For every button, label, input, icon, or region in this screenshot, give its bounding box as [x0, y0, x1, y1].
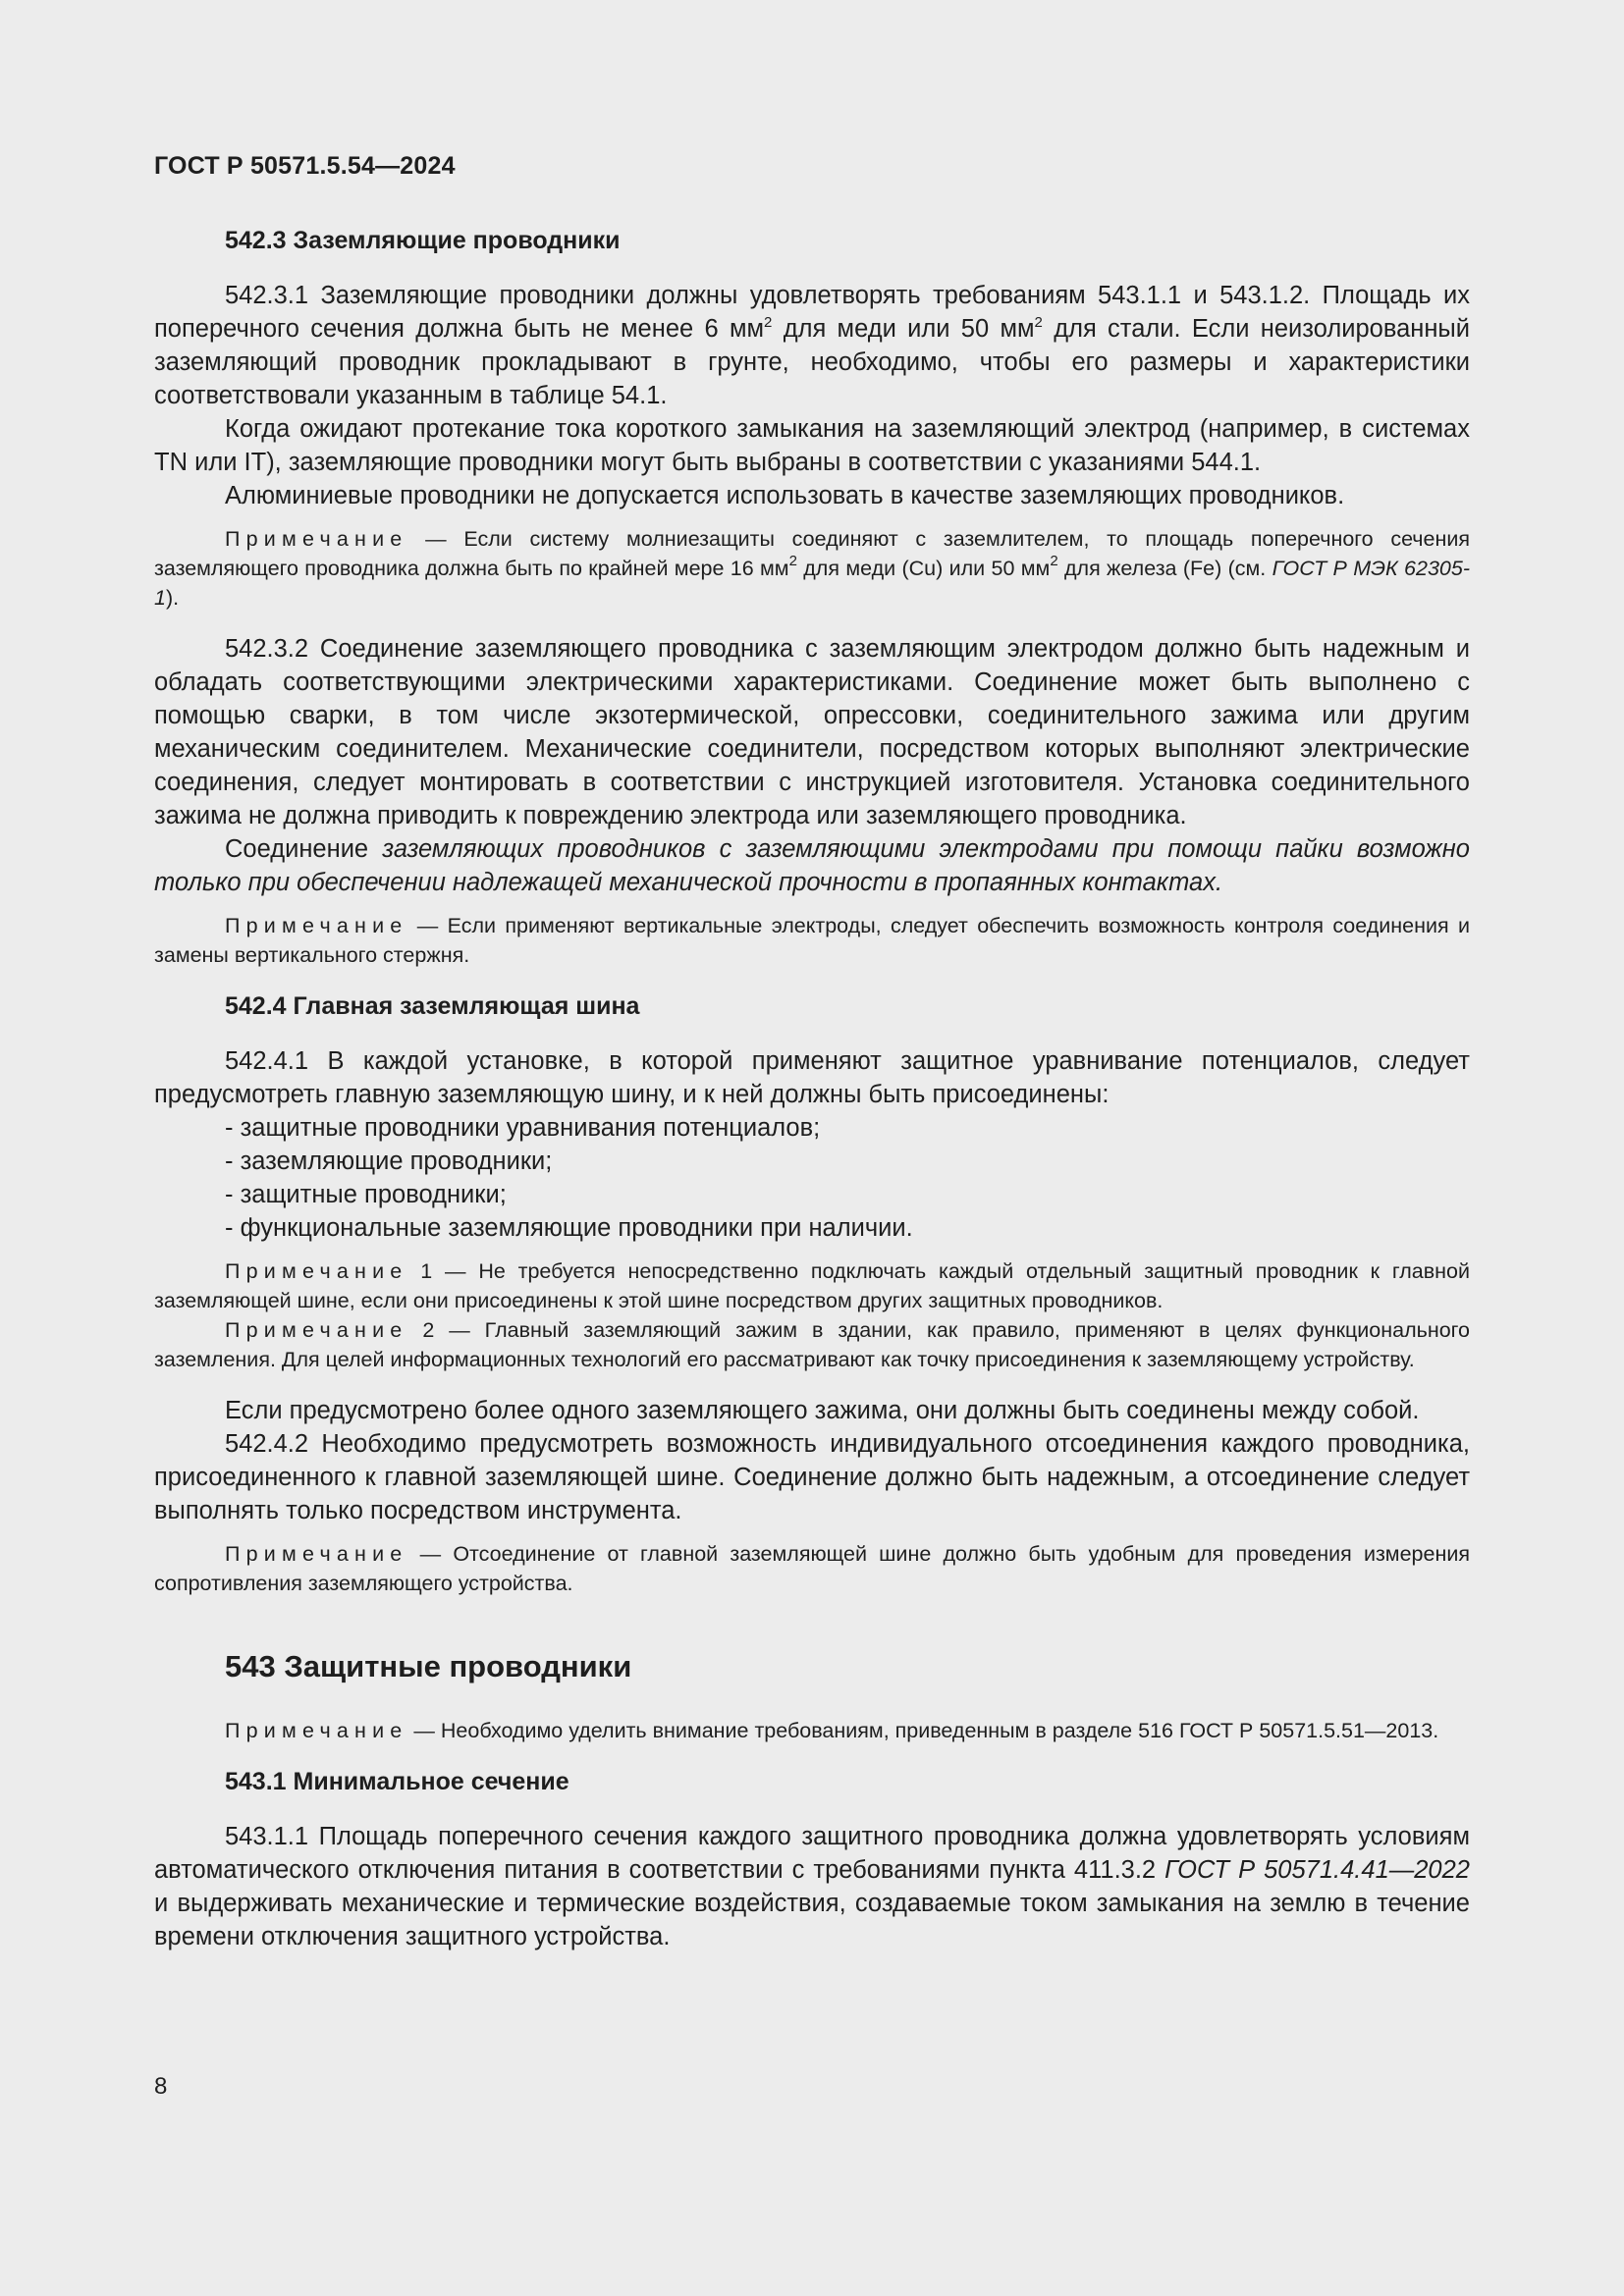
document-body — [154, 224, 1470, 1953]
list-item: - защитные проводники; — [225, 1181, 507, 1208]
paragraph-543-1-1: 543.1.1 Площадь поперечного сечения каждого защитного проводника должна удовлетворять условиям автоматического отключения питания в соответствии с требованиями пункта 411.3.2 ГОСТ Р 50571.4.41—2022 и выдерживать механические и термические воздействия, создаваемые током замыкания на землю в течение времени отключения защитного устройства. — [154, 1823, 1470, 1950]
section-heading-543: 543 Защитные проводники — [225, 1649, 632, 1683]
note-1-main-bus: Примечание 1 — Не требуется непосредственно подключать каждый отдельный защитный проводник к главной заземляющей шине, если они присоединены к этой шине посредством других защитных проводников. — [154, 1259, 1470, 1312]
paragraph-short-circuit: Когда ожидают протекание тока короткого замыкания на заземляющий электрод (например, в системах TN или IT), заземляющие проводники могут быть выбраны в соответствии с указаниями 544.1. — [154, 415, 1470, 476]
paragraph-soldering: Соединение заземляющих проводников с заземляющими электродами при помощи пайки возможно только при обеспечении надлежащей механической прочности в пропаянных контактах. — [154, 835, 1470, 896]
conductor-list — [154, 1111, 1470, 1245]
document-header: ГОСТ Р 50571.5.54—2024 — [154, 152, 456, 180]
note-lightning-protection: Примечание — Если систему молниезащиты соединяют с заземлителем, то площадь поперечного сечения заземляющего проводника должна быть по крайней мере 16 $мм^2$ для меди (Cu) или 50 $мм^2$ для железа (Fe) (см. ГОСТ Р МЭК 62305-1). — [154, 527, 1470, 610]
note-2-main-terminal: Примечание 2 — Главный заземляющий зажим в здании, как правило, применяют в целях функционального заземления. Для целей информационных технологий его рассматривают как точку присоединения к заземляющему устройству. — [154, 1318, 1470, 1371]
paragraph-542-4-1: 542.4.1 В каждой установке, в которой применяют защитное уравнивание потенциалов, следует предусмотреть главную заземляющую шину, и к ней должны быть присоединены: — [154, 1047, 1470, 1108]
paragraph-aluminium: Алюминиевые проводники не допускается использовать в качестве заземляющих проводников. — [225, 482, 1345, 509]
paragraph-542-3-2: 542.3.2 Соединение заземляющего проводника с заземляющим электродом должно быть надежным и обладать соответствующими электрическими характеристиками. Соединение может быть выполнено с помощью сварки, в том числе экзотермической, опрессовки, соединительного зажима или другим механическим соединителем. Механические соединители, посредством которых выполняют электрические соединения, следует монтировать в соответствии с инструкцией изготовителя. Установка соединительного зажима не должна приводить к повреждению электрода или заземляющего проводника. — [154, 635, 1470, 829]
list-item: - функциональные заземляющие проводники при наличии. — [225, 1214, 913, 1242]
paragraph-multiple-terminals: Если предусмотрено более одного заземляющего зажима, они должны быть соединены между собой. — [225, 1397, 1420, 1424]
section-heading-542-4: 542.4 Главная заземляющая шина — [225, 992, 640, 1020]
note-section-516: Примечание — Необходимо уделить внимание требованиям, приведенным в разделе 516 ГОСТ Р 50571.5.51—2013. — [225, 1719, 1439, 1742]
paragraph-542-3-1: 542.3.1 Заземляющие проводники должны удовлетворять требованиям 543.1.1 и 543.1.2. Площадь их поперечного сечения должна быть не менее 6 $мм^2$ для меди или 50 $мм^2$ для стали. Если неизолированный заземляющий проводник прокладывают в грунте, необходимо, чтобы его размеры и характеристики соответствовали указанным в таблице 54.1. — [154, 282, 1470, 409]
paragraph-542-4-2: 542.4.2 Необходимо предусмотреть возможность индивидуального отсоединения каждого проводника, присоединенного к главной заземляющей шине. Соединение должно быть надежным, а отсоединение следует выполнять только посредством инструмента. — [154, 1430, 1470, 1524]
list-item: - защитные проводники уравнивания потенциалов; — [225, 1114, 821, 1142]
list-item: - заземляющие проводники; — [225, 1148, 553, 1175]
note-disconnection: Примечание — Отсоединение от главной заземляющей шине должно быть удобным для проведения измерения сопротивления заземляющего устройства. — [154, 1542, 1470, 1595]
note-vertical-electrodes: Примечание — Если применяют вертикальные электроды, следует обеспечить возможность контроля соединения и замены вертикального стержня. — [154, 914, 1470, 967]
section-heading-542-3: 542.3 Заземляющие проводники — [225, 227, 621, 254]
section-heading-543-1: 543.1 Минимальное сечение — [225, 1768, 569, 1795]
page-number: 8 — [154, 2073, 168, 2100]
